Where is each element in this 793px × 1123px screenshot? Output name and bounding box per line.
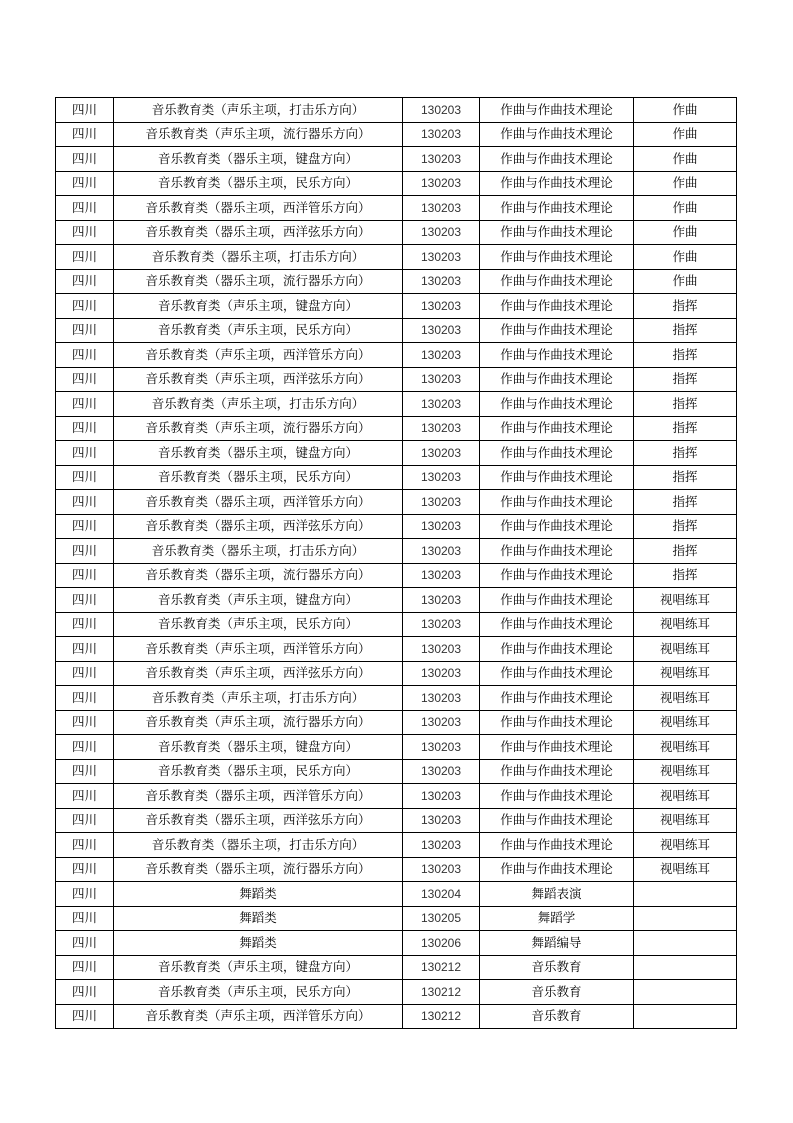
direction-cell: 视唱练耳 (634, 808, 737, 833)
major-code-cell: 130203 (403, 416, 480, 441)
major-name-cell: 音乐教育 (480, 1004, 634, 1029)
major-name-cell: 舞蹈表演 (480, 882, 634, 907)
table-row (56, 147, 737, 172)
direction-cell: 视唱练耳 (634, 588, 737, 613)
direction-cell (634, 955, 737, 980)
direction-cell: 指挥 (634, 539, 737, 564)
table-row (56, 637, 737, 662)
direction-cell: 视唱练耳 (634, 759, 737, 784)
province-cell: 四川 (56, 955, 114, 980)
major-code-cell: 130203 (403, 269, 480, 294)
table-row (56, 514, 737, 539)
direction-cell: 视唱练耳 (634, 735, 737, 760)
category-cell: 音乐教育类（器乐主项，流行器乐方向） (114, 563, 403, 588)
major-name-cell: 作曲与作曲技术理论 (480, 637, 634, 662)
category-cell: 音乐教育类（声乐主项，键盘方向） (114, 588, 403, 613)
direction-cell (634, 931, 737, 956)
table-row (56, 465, 737, 490)
major-name-cell: 作曲与作曲技术理论 (480, 294, 634, 319)
province-cell: 四川 (56, 637, 114, 662)
province-cell: 四川 (56, 171, 114, 196)
direction-cell: 指挥 (634, 294, 737, 319)
major-name-cell: 作曲与作曲技术理论 (480, 784, 634, 809)
major-name-cell: 作曲与作曲技术理论 (480, 759, 634, 784)
major-code-cell: 130203 (403, 808, 480, 833)
direction-cell: 作曲 (634, 147, 737, 172)
table-body (56, 98, 737, 1029)
table-row (56, 710, 737, 735)
province-cell: 四川 (56, 220, 114, 245)
major-code-cell: 130203 (403, 147, 480, 172)
province-cell: 四川 (56, 539, 114, 564)
table-row (56, 392, 737, 417)
category-cell: 音乐教育类（声乐主项，西洋弦乐方向） (114, 367, 403, 392)
major-name-cell: 作曲与作曲技术理论 (480, 343, 634, 368)
table-row (56, 931, 737, 956)
category-cell: 音乐教育类（声乐主项，西洋管乐方向） (114, 1004, 403, 1029)
direction-cell: 指挥 (634, 490, 737, 515)
direction-cell: 指挥 (634, 465, 737, 490)
major-name-cell: 作曲与作曲技术理论 (480, 735, 634, 760)
category-cell: 音乐教育类（器乐主项，民乐方向） (114, 465, 403, 490)
province-cell: 四川 (56, 906, 114, 931)
table-row (56, 588, 737, 613)
category-cell: 音乐教育类（声乐主项，打击乐方向） (114, 98, 403, 123)
category-cell: 音乐教育类（器乐主项，键盘方向） (114, 147, 403, 172)
table-row (56, 245, 737, 270)
major-code-cell: 130203 (403, 539, 480, 564)
table-row (56, 612, 737, 637)
province-cell: 四川 (56, 514, 114, 539)
major-code-cell: 130203 (403, 490, 480, 515)
major-code-cell: 130203 (403, 612, 480, 637)
table-row (56, 759, 737, 784)
major-name-cell: 音乐教育 (480, 980, 634, 1005)
major-name-cell: 作曲与作曲技术理论 (480, 392, 634, 417)
major-name-cell: 作曲与作曲技术理论 (480, 367, 634, 392)
direction-cell: 视唱练耳 (634, 857, 737, 882)
category-cell: 音乐教育类（器乐主项，西洋管乐方向） (114, 490, 403, 515)
table-row (56, 1004, 737, 1029)
category-cell: 音乐教育类（声乐主项，西洋管乐方向） (114, 343, 403, 368)
major-code-cell: 130203 (403, 392, 480, 417)
major-name-cell: 作曲与作曲技术理论 (480, 196, 634, 221)
table-row (56, 171, 737, 196)
province-cell: 四川 (56, 269, 114, 294)
direction-cell: 作曲 (634, 245, 737, 270)
category-cell: 音乐教育类（声乐主项，民乐方向） (114, 980, 403, 1005)
major-code-cell: 130212 (403, 955, 480, 980)
direction-cell (634, 1004, 737, 1029)
category-cell: 音乐教育类（器乐主项，流行器乐方向） (114, 269, 403, 294)
major-code-cell: 130203 (403, 637, 480, 662)
table-row (56, 784, 737, 809)
major-code-cell: 130203 (403, 171, 480, 196)
province-cell: 四川 (56, 759, 114, 784)
major-code-cell: 130203 (403, 514, 480, 539)
table-row (56, 906, 737, 931)
direction-cell: 作曲 (634, 122, 737, 147)
province-cell: 四川 (56, 122, 114, 147)
province-cell: 四川 (56, 392, 114, 417)
province-cell: 四川 (56, 612, 114, 637)
province-cell: 四川 (56, 490, 114, 515)
category-cell: 音乐教育类（声乐主项，民乐方向） (114, 612, 403, 637)
major-name-cell: 作曲与作曲技术理论 (480, 563, 634, 588)
direction-cell (634, 882, 737, 907)
province-cell: 四川 (56, 833, 114, 858)
province-cell: 四川 (56, 318, 114, 343)
major-code-cell: 130203 (403, 465, 480, 490)
direction-cell: 指挥 (634, 563, 737, 588)
category-cell: 音乐教育类（器乐主项，西洋弦乐方向） (114, 220, 403, 245)
direction-cell: 作曲 (634, 196, 737, 221)
major-name-cell: 作曲与作曲技术理论 (480, 441, 634, 466)
major-name-cell: 作曲与作曲技术理论 (480, 710, 634, 735)
major-code-cell: 130203 (403, 318, 480, 343)
province-cell: 四川 (56, 416, 114, 441)
direction-cell: 作曲 (634, 269, 737, 294)
major-code-cell: 130203 (403, 122, 480, 147)
major-code-cell: 130203 (403, 245, 480, 270)
category-cell: 音乐教育类（器乐主项，打击乐方向） (114, 245, 403, 270)
direction-cell: 视唱练耳 (634, 612, 737, 637)
category-cell: 音乐教育类（器乐主项，打击乐方向） (114, 539, 403, 564)
category-cell: 音乐教育类（声乐主项，打击乐方向） (114, 686, 403, 711)
province-cell: 四川 (56, 563, 114, 588)
category-cell: 音乐教育类（声乐主项，键盘方向） (114, 294, 403, 319)
direction-cell: 指挥 (634, 392, 737, 417)
province-cell: 四川 (56, 808, 114, 833)
major-name-cell: 作曲与作曲技术理论 (480, 171, 634, 196)
table-row (56, 196, 737, 221)
table-row (56, 833, 737, 858)
province-cell: 四川 (56, 661, 114, 686)
table-row (56, 294, 737, 319)
category-cell: 音乐教育类（器乐主项，西洋弦乐方向） (114, 514, 403, 539)
major-name-cell: 作曲与作曲技术理论 (480, 588, 634, 613)
category-cell: 音乐教育类（器乐主项，西洋管乐方向） (114, 196, 403, 221)
province-cell: 四川 (56, 710, 114, 735)
province-cell: 四川 (56, 147, 114, 172)
major-code-cell: 130205 (403, 906, 480, 931)
category-cell: 音乐教育类（声乐主项，民乐方向） (114, 318, 403, 343)
direction-cell: 视唱练耳 (634, 710, 737, 735)
table-row (56, 318, 737, 343)
province-cell: 四川 (56, 686, 114, 711)
province-cell: 四川 (56, 1004, 114, 1029)
major-code-cell: 130204 (403, 882, 480, 907)
major-code-cell: 130203 (403, 784, 480, 809)
major-name-cell: 作曲与作曲技术理论 (480, 416, 634, 441)
table-row (56, 269, 737, 294)
major-code-cell: 130203 (403, 220, 480, 245)
admission-table (55, 97, 737, 1029)
category-cell: 音乐教育类（器乐主项，西洋弦乐方向） (114, 808, 403, 833)
direction-cell: 指挥 (634, 343, 737, 368)
province-cell: 四川 (56, 196, 114, 221)
category-cell: 音乐教育类（声乐主项，打击乐方向） (114, 392, 403, 417)
major-name-cell: 作曲与作曲技术理论 (480, 833, 634, 858)
major-name-cell: 作曲与作曲技术理论 (480, 465, 634, 490)
direction-cell: 作曲 (634, 171, 737, 196)
direction-cell (634, 980, 737, 1005)
direction-cell (634, 906, 737, 931)
category-cell: 音乐教育类（声乐主项，流行器乐方向） (114, 710, 403, 735)
table-row (56, 686, 737, 711)
major-name-cell: 作曲与作曲技术理论 (480, 539, 634, 564)
table-row (56, 441, 737, 466)
category-cell: 音乐教育类（器乐主项，键盘方向） (114, 441, 403, 466)
category-cell: 音乐教育类（声乐主项，流行器乐方向） (114, 416, 403, 441)
table-row (56, 857, 737, 882)
province-cell: 四川 (56, 735, 114, 760)
major-name-cell: 舞蹈学 (480, 906, 634, 931)
major-name-cell: 作曲与作曲技术理论 (480, 490, 634, 515)
major-code-cell: 130206 (403, 931, 480, 956)
major-name-cell: 作曲与作曲技术理论 (480, 98, 634, 123)
major-code-cell: 130212 (403, 980, 480, 1005)
major-code-cell: 130203 (403, 857, 480, 882)
direction-cell: 视唱练耳 (634, 833, 737, 858)
major-code-cell: 130203 (403, 833, 480, 858)
major-code-cell: 130203 (403, 686, 480, 711)
table-row (56, 735, 737, 760)
direction-cell: 视唱练耳 (634, 686, 737, 711)
major-code-cell: 130212 (403, 1004, 480, 1029)
major-code-cell: 130203 (403, 563, 480, 588)
province-cell: 四川 (56, 343, 114, 368)
category-cell: 音乐教育类（声乐主项，西洋管乐方向） (114, 637, 403, 662)
direction-cell: 指挥 (634, 514, 737, 539)
major-name-cell: 作曲与作曲技术理论 (480, 147, 634, 172)
table-row (56, 980, 737, 1005)
major-code-cell: 130203 (403, 735, 480, 760)
category-cell: 音乐教育类（器乐主项，打击乐方向） (114, 833, 403, 858)
table-row (56, 416, 737, 441)
direction-cell: 指挥 (634, 318, 737, 343)
table-row (56, 343, 737, 368)
major-name-cell: 舞蹈编导 (480, 931, 634, 956)
direction-cell: 作曲 (634, 220, 737, 245)
major-code-cell: 130203 (403, 196, 480, 221)
table-row (56, 539, 737, 564)
table-row (56, 563, 737, 588)
province-cell: 四川 (56, 245, 114, 270)
direction-cell: 视唱练耳 (634, 661, 737, 686)
category-cell: 音乐教育类（器乐主项，民乐方向） (114, 759, 403, 784)
major-name-cell: 作曲与作曲技术理论 (480, 612, 634, 637)
province-cell: 四川 (56, 441, 114, 466)
table-row (56, 882, 737, 907)
major-code-cell: 130203 (403, 294, 480, 319)
province-cell: 四川 (56, 857, 114, 882)
table-row (56, 490, 737, 515)
category-cell: 音乐教育类（声乐主项，键盘方向） (114, 955, 403, 980)
major-code-cell: 130203 (403, 759, 480, 784)
category-cell: 舞蹈类 (114, 931, 403, 956)
major-code-cell: 130203 (403, 98, 480, 123)
major-code-cell: 130203 (403, 588, 480, 613)
table-row (56, 955, 737, 980)
table-row (56, 661, 737, 686)
category-cell: 音乐教育类（器乐主项，流行器乐方向） (114, 857, 403, 882)
major-name-cell: 音乐教育 (480, 955, 634, 980)
major-code-cell: 130203 (403, 441, 480, 466)
major-code-cell: 130203 (403, 343, 480, 368)
table-row (56, 98, 737, 123)
major-name-cell: 作曲与作曲技术理论 (480, 318, 634, 343)
table-row (56, 808, 737, 833)
province-cell: 四川 (56, 465, 114, 490)
province-cell: 四川 (56, 588, 114, 613)
category-cell: 音乐教育类（声乐主项，西洋弦乐方向） (114, 661, 403, 686)
category-cell: 音乐教育类（器乐主项，西洋管乐方向） (114, 784, 403, 809)
major-name-cell: 作曲与作曲技术理论 (480, 808, 634, 833)
direction-cell: 作曲 (634, 98, 737, 123)
major-code-cell: 130203 (403, 367, 480, 392)
major-name-cell: 作曲与作曲技术理论 (480, 269, 634, 294)
category-cell: 音乐教育类（声乐主项，流行器乐方向） (114, 122, 403, 147)
major-name-cell: 作曲与作曲技术理论 (480, 857, 634, 882)
major-code-cell: 130203 (403, 710, 480, 735)
major-name-cell: 作曲与作曲技术理论 (480, 661, 634, 686)
major-name-cell: 作曲与作曲技术理论 (480, 514, 634, 539)
category-cell: 舞蹈类 (114, 882, 403, 907)
major-name-cell: 作曲与作曲技术理论 (480, 686, 634, 711)
major-name-cell: 作曲与作曲技术理论 (480, 122, 634, 147)
direction-cell: 视唱练耳 (634, 784, 737, 809)
major-code-cell: 130203 (403, 661, 480, 686)
direction-cell: 指挥 (634, 367, 737, 392)
province-cell: 四川 (56, 784, 114, 809)
province-cell: 四川 (56, 367, 114, 392)
major-name-cell: 作曲与作曲技术理论 (480, 220, 634, 245)
direction-cell: 视唱练耳 (634, 637, 737, 662)
table-row (56, 220, 737, 245)
province-cell: 四川 (56, 98, 114, 123)
table-row (56, 122, 737, 147)
category-cell: 音乐教育类（器乐主项，键盘方向） (114, 735, 403, 760)
province-cell: 四川 (56, 931, 114, 956)
province-cell: 四川 (56, 980, 114, 1005)
major-name-cell: 作曲与作曲技术理论 (480, 245, 634, 270)
direction-cell: 指挥 (634, 416, 737, 441)
table-row (56, 367, 737, 392)
category-cell: 舞蹈类 (114, 906, 403, 931)
category-cell: 音乐教育类（器乐主项，民乐方向） (114, 171, 403, 196)
province-cell: 四川 (56, 294, 114, 319)
province-cell: 四川 (56, 882, 114, 907)
direction-cell: 指挥 (634, 441, 737, 466)
